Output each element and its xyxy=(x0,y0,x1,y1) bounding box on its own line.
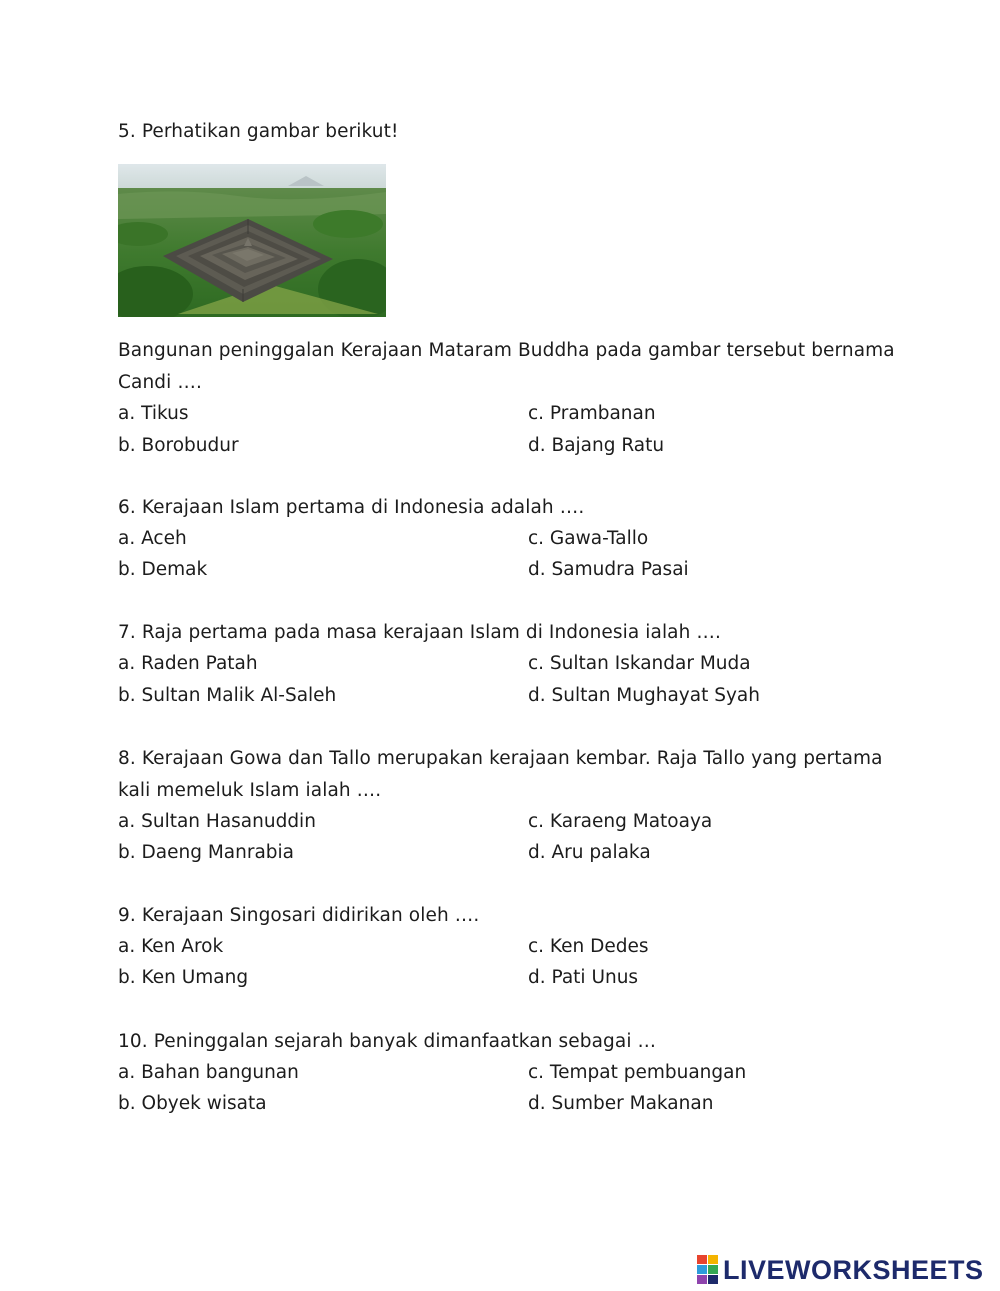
question-5-option-b[interactable]: b. Borobudur xyxy=(118,435,239,456)
question-7-stem: 7. Raja pertama pada masa kerajaan Islam di Indonesia ialah …. xyxy=(118,622,722,643)
question-9-option-b[interactable]: b. Ken Umang xyxy=(118,967,249,988)
question-8-stem-line-1: 8. Kerajaan Gowa dan Tallo merupakan kerajaan kembar. Raja Tallo yang pertama xyxy=(118,748,883,769)
question-8-option-b[interactable]: b. Daeng Manrabia xyxy=(118,842,295,863)
question-10-stem: 10. Peninggalan sejarah banyak dimanfaatkan sebagai … xyxy=(118,1031,657,1052)
question-8-option-a[interactable]: a. Sultan Hasanuddin xyxy=(118,811,316,832)
question-10-option-a[interactable]: a. Bahan bangunan xyxy=(118,1062,299,1083)
question-8-option-d[interactable]: d. Aru palaka xyxy=(528,842,651,863)
borobudur-photo xyxy=(118,164,386,317)
liveworksheets-blocks-icon xyxy=(697,1255,719,1285)
liveworksheets-logo xyxy=(697,1253,984,1287)
liveworksheets-brand: LIVEWORKSHEETS xyxy=(723,1254,984,1285)
question-5-option-a[interactable]: a. Tikus xyxy=(118,403,189,424)
question-5-stem-line-1: Bangunan peninggalan Kerajaan Mataram Buddha pada gambar tersebut bernama xyxy=(118,340,895,361)
question-10-option-b[interactable]: b. Obyek wisata xyxy=(118,1093,267,1114)
question-5-option-c[interactable]: c. Prambanan xyxy=(528,403,656,424)
question-10-option-c[interactable]: c. Tempat pembuangan xyxy=(528,1062,747,1083)
question-5-option-d[interactable]: d. Bajang Ratu xyxy=(528,435,665,456)
question-8-option-c[interactable]: c. Karaeng Matoaya xyxy=(528,811,713,832)
question-6-option-d[interactable]: d. Samudra Pasai xyxy=(528,559,689,580)
question-6-option-b[interactable]: b. Demak xyxy=(118,559,208,580)
question-9-stem: 9. Kerajaan Singosari didirikan oleh …. xyxy=(118,905,480,926)
question-5-title: 5. Perhatikan gambar berikut! xyxy=(118,121,399,142)
question-9-option-c[interactable]: c. Ken Dedes xyxy=(528,936,649,957)
question-9-option-a[interactable]: a. Ken Arok xyxy=(118,936,224,957)
question-9-option-d[interactable]: d. Pati Unus xyxy=(528,967,639,988)
question-7-option-a[interactable]: a. Raden Patah xyxy=(118,653,258,674)
question-7-option-b[interactable]: b. Sultan Malik Al-Saleh xyxy=(118,685,337,706)
question-10-option-d[interactable]: d. Sumber Makanan xyxy=(528,1093,714,1114)
question-6-option-c[interactable]: c. Gawa-Tallo xyxy=(528,528,649,549)
question-5-stem-line-2: Candi …. xyxy=(118,372,202,393)
question-7-option-d[interactable]: d. Sultan Mughayat Syah xyxy=(528,685,760,706)
question-6-stem: 6. Kerajaan Islam pertama di Indonesia adalah …. xyxy=(118,497,585,518)
question-6-option-a[interactable]: a. Aceh xyxy=(118,528,187,549)
question-7-option-c[interactable]: c. Sultan Iskandar Muda xyxy=(528,653,751,674)
question-8-stem-line-2: kali memeluk Islam ialah …. xyxy=(118,780,382,801)
